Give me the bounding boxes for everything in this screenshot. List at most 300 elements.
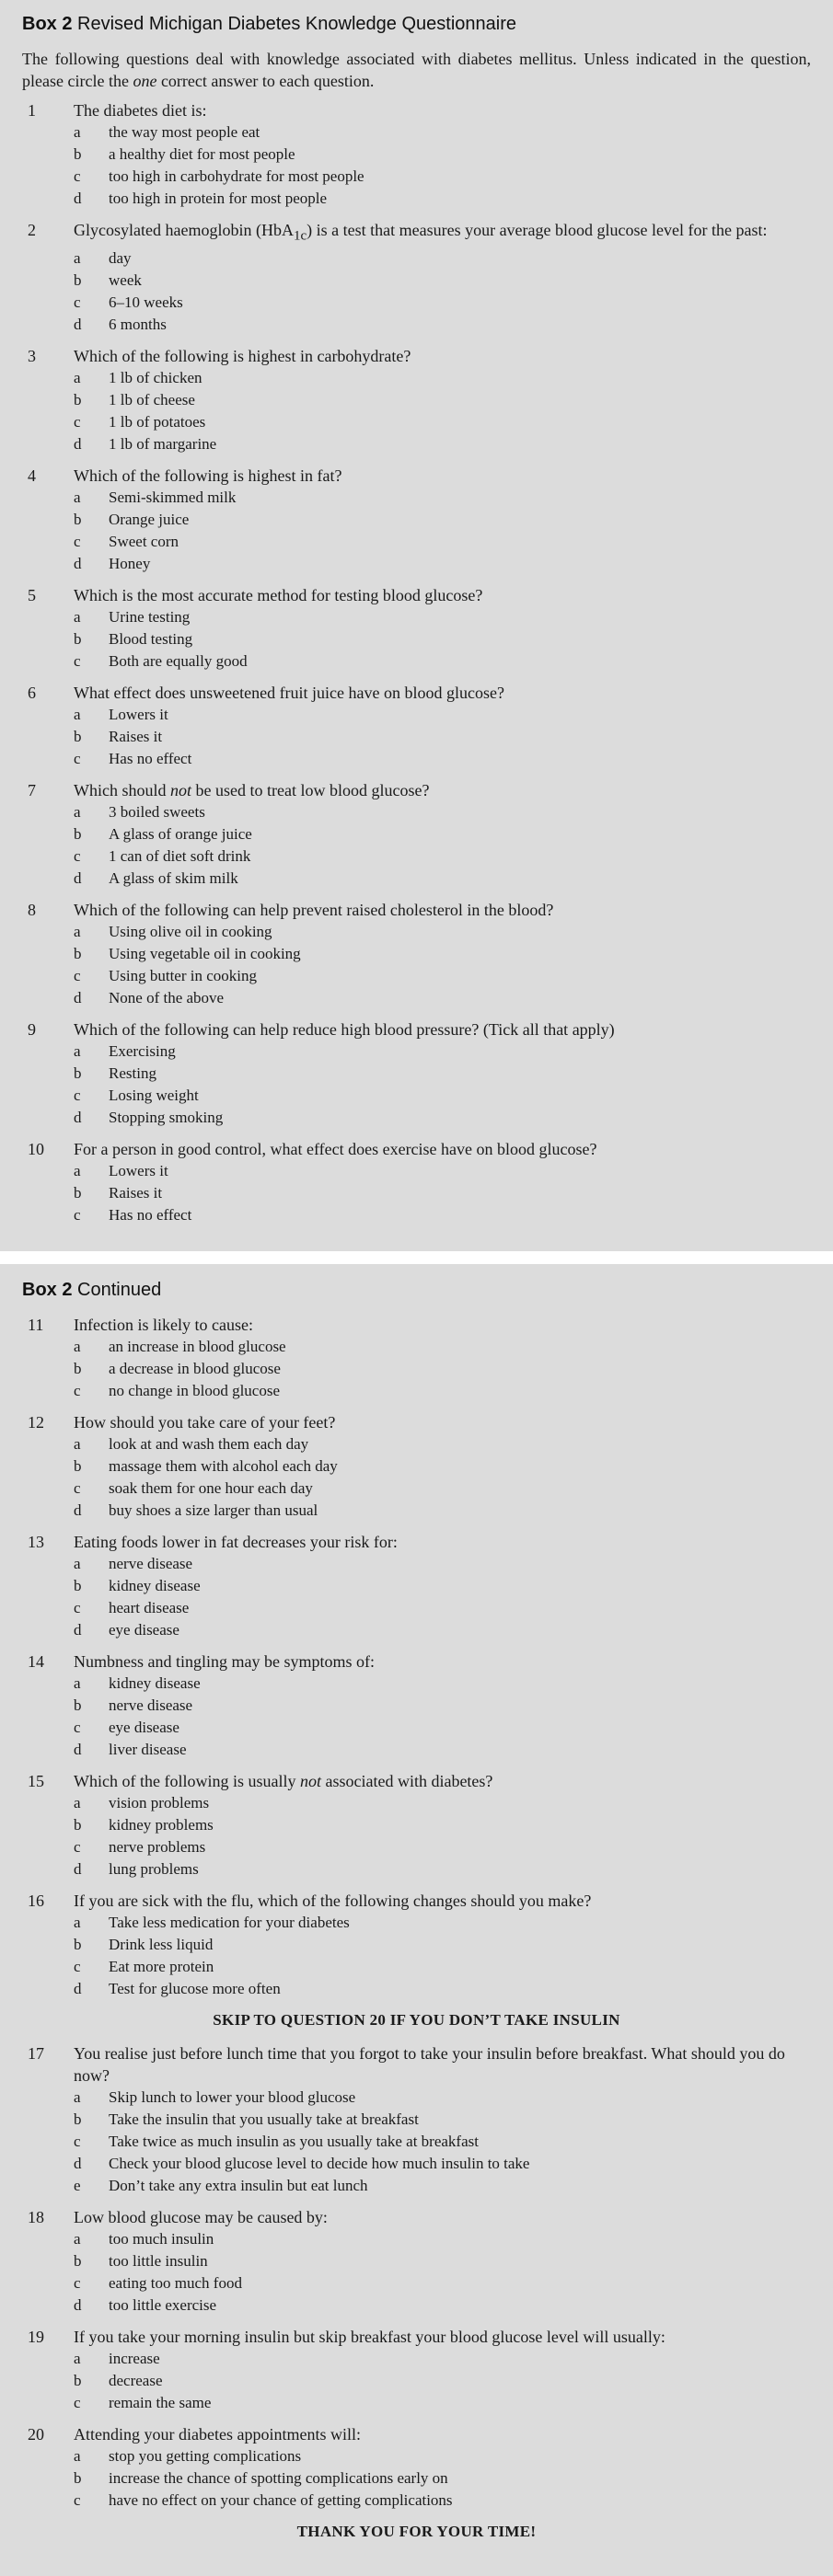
answer-option-c — [22, 2131, 811, 2153]
option-text: Using butter in cooking — [109, 966, 258, 984]
answer-option-d — [22, 1858, 811, 1880]
question-text: Which of the following can help reduce high blood pressure? (Tick all that apply) — [74, 1019, 615, 1039]
question-header — [22, 1138, 811, 1160]
option-letter: d — [74, 1741, 82, 1758]
answer-option-b — [22, 2109, 811, 2131]
question-12 — [22, 1411, 811, 1522]
option-text: heart disease — [109, 1599, 190, 1616]
option-text: Using olive oil in cooking — [109, 922, 272, 940]
answer-option-d — [22, 188, 811, 210]
question-number: 4 — [28, 466, 36, 485]
option-letter: c — [74, 293, 81, 311]
option-text: None of the above — [109, 988, 225, 1006]
option-text: soak them for one hour each day — [109, 1479, 313, 1497]
question-header — [22, 2042, 811, 2087]
answer-option-a — [22, 1433, 811, 1455]
option-text: eating too much food — [109, 2274, 242, 2292]
answer-option-b — [22, 2467, 811, 2490]
option-text: kidney disease — [109, 1577, 201, 1594]
option-letter: c — [74, 1205, 81, 1224]
option-letter: b — [74, 2372, 82, 2389]
answer-option-d — [22, 868, 811, 890]
option-letter: d — [74, 988, 82, 1006]
option-letter: c — [74, 651, 81, 670]
option-text: Honey — [109, 554, 151, 572]
question-5 — [22, 584, 811, 673]
option-letter: c — [74, 2274, 81, 2292]
question-header — [22, 219, 811, 247]
box-title — [22, 11, 811, 37]
option-text: remain the same — [109, 2394, 212, 2411]
option-text: eye disease — [109, 1719, 179, 1736]
option-letter: c — [74, 167, 81, 185]
option-text: Orange juice — [109, 510, 190, 528]
box-title-text: Revised Michigan Diabetes Knowledge Questionnaire — [77, 14, 516, 34]
answer-option-a — [22, 1336, 811, 1358]
question-text-part: be used to treat low blood glucose? — [191, 780, 430, 799]
option-text: increase the chance of spotting complications early on — [109, 2469, 448, 2487]
question-number: 7 — [28, 780, 36, 799]
option-text: decrease — [109, 2372, 163, 2389]
option-letter: a — [74, 1041, 81, 1060]
option-letter: a — [74, 607, 81, 626]
answer-option-a — [22, 606, 811, 628]
option-text: Raises it — [109, 1183, 163, 1202]
answer-option-c — [22, 650, 811, 673]
question-number: 18 — [28, 2208, 44, 2226]
question-number: 11 — [28, 1316, 44, 1334]
answer-option-a — [22, 1912, 811, 1934]
option-letter: a — [74, 2447, 81, 2465]
question-header — [22, 1770, 811, 1792]
option-text: Losing weight — [109, 1086, 199, 1104]
answer-option-c — [22, 748, 811, 770]
answer-options — [22, 2228, 811, 2317]
answer-option-d — [22, 1739, 811, 1761]
answer-option-b — [22, 1575, 811, 1597]
option-letter: b — [74, 1816, 82, 1834]
answer-option-d — [22, 987, 811, 1009]
option-text: too little insulin — [109, 2252, 208, 2270]
question-1 — [22, 99, 811, 210]
question-text: How should you take care of your feet? — [74, 1413, 336, 1432]
question-6 — [22, 682, 811, 770]
question-text: Infection is likely to cause: — [74, 1316, 253, 1334]
option-letter: c — [74, 2394, 81, 2411]
answer-option-d — [22, 1107, 811, 1129]
question-header — [22, 1018, 811, 1041]
option-text: Has no effect — [109, 1205, 192, 1224]
answer-option-b — [22, 823, 811, 845]
option-letter: e — [74, 2177, 81, 2194]
question-text: If you take your morning insulin but skip breakfast your blood glucose level will usually: — [74, 2328, 665, 2346]
option-text: 3 boiled sweets — [109, 802, 205, 821]
answer-option-d — [22, 2153, 811, 2175]
question-header — [22, 1650, 811, 1673]
answer-option-c — [22, 1956, 811, 1978]
option-text: liver disease — [109, 1741, 187, 1758]
option-letter: a — [74, 123, 81, 141]
option-letter: b — [74, 1064, 82, 1082]
answer-option-c — [22, 2272, 811, 2294]
option-text: eye disease — [109, 1621, 179, 1639]
answer-options — [22, 606, 811, 673]
answer-option-d — [22, 2294, 811, 2317]
option-text: Sweet corn — [109, 532, 179, 550]
option-letter: b — [74, 270, 82, 289]
question-number: 20 — [28, 2425, 44, 2444]
answer-option-a — [22, 921, 811, 943]
question-header — [22, 1314, 811, 1336]
question-15 — [22, 1770, 811, 1880]
answer-option-b — [22, 2370, 811, 2392]
option-text: 1 lb of potatoes — [109, 412, 206, 431]
option-letter: b — [74, 1936, 82, 1953]
box-title-text: Continued — [77, 1280, 162, 1300]
question-header — [22, 345, 811, 367]
option-letter: d — [74, 1108, 82, 1126]
option-letter: d — [74, 1501, 82, 1519]
question-text: If you are sick with the flu, which of the following changes should you make? — [74, 1892, 592, 1910]
question-number: 3 — [28, 346, 36, 365]
instructions — [22, 48, 811, 92]
question-header — [22, 1531, 811, 1553]
answer-option-b — [22, 726, 811, 748]
answer-options — [22, 1041, 811, 1129]
question-header — [22, 465, 811, 487]
option-letter: b — [74, 390, 82, 408]
answer-option-c — [22, 411, 811, 433]
option-letter: c — [74, 1838, 81, 1856]
option-text: kidney problems — [109, 1816, 214, 1834]
question-number: 6 — [28, 683, 36, 702]
question-header — [22, 1411, 811, 1433]
answer-option-a — [22, 1792, 811, 1814]
answer-option-b — [22, 1063, 811, 1085]
answer-option-a — [22, 1160, 811, 1182]
option-text: 6 months — [109, 315, 167, 333]
thank-you-note: THANK YOU FOR YOUR TIME! — [296, 2523, 537, 2540]
option-text: have no effect on your chance of getting complications — [109, 2491, 453, 2509]
option-text: Resting — [109, 1064, 156, 1082]
question-text-part: Which should — [74, 780, 170, 799]
option-text: Urine testing — [109, 607, 191, 626]
option-letter: c — [74, 1382, 81, 1399]
option-letter: c — [74, 532, 81, 550]
option-letter: b — [74, 2110, 82, 2128]
instructions-text-1: The following questions deal with knowledge associated with diabetes mellitus. Unless indicated in the question, please circle the — [22, 50, 811, 90]
option-letter: a — [74, 2350, 81, 2367]
question-14 — [22, 1650, 811, 1761]
answer-option-a — [22, 801, 811, 823]
option-text: Has no effect — [109, 749, 192, 767]
option-letter: a — [74, 368, 81, 386]
answer-options — [22, 1553, 811, 1641]
option-letter: a — [74, 1338, 81, 1355]
question-number: 19 — [28, 2328, 44, 2346]
answer-option-a — [22, 2087, 811, 2109]
option-letter: b — [74, 944, 82, 962]
option-letter: b — [74, 1457, 82, 1475]
answer-options — [22, 1336, 811, 1402]
option-text: kidney disease — [109, 1674, 201, 1692]
option-text: an increase in blood glucose — [109, 1338, 286, 1355]
instructions-text-2: correct answer to each question. — [156, 72, 375, 90]
question-text: Which of the following can help prevent raised cholesterol in the blood? — [74, 900, 554, 919]
option-text: Blood testing — [109, 629, 193, 648]
option-text: Lowers it — [109, 1161, 168, 1179]
answer-options — [22, 921, 811, 1009]
option-text: vision problems — [109, 1794, 210, 1811]
skip-instruction: SKIP TO QUESTION 20 IF YOU DON’T TAKE INSULIN — [213, 2011, 620, 2029]
option-text: no change in blood glucose — [109, 1382, 281, 1399]
option-letter: c — [74, 966, 81, 984]
question-text: Which is the most accurate method for testing blood glucose? — [74, 585, 483, 604]
answer-option-a — [22, 2445, 811, 2467]
option-text: Check your blood glucose level to decide how much insulin to take — [109, 2155, 530, 2172]
option-letter: b — [74, 2469, 82, 2487]
option-letter: d — [74, 1621, 82, 1639]
option-letter: d — [74, 434, 82, 453]
answer-option-c — [22, 1204, 811, 1226]
answer-option-c — [22, 292, 811, 314]
subscript: 1c — [293, 228, 307, 244]
question-number: 1 — [28, 101, 36, 120]
option-text: week — [109, 270, 142, 289]
question-header — [22, 99, 811, 121]
option-text: nerve disease — [109, 1555, 193, 1572]
option-text: 1 lb of chicken — [109, 368, 202, 386]
question-number: 10 — [28, 1139, 44, 1158]
emphasis: not — [170, 780, 192, 799]
option-letter: d — [74, 1980, 82, 1997]
option-text: Eat more protein — [109, 1958, 214, 1975]
answer-option-d — [22, 314, 811, 336]
question-18 — [22, 2206, 811, 2317]
option-letter: c — [74, 846, 81, 865]
question-number: 16 — [28, 1892, 44, 1910]
option-text: A glass of skim milk — [109, 868, 238, 887]
answer-option-c — [22, 1478, 811, 1500]
option-text: 1 lb of cheese — [109, 390, 195, 408]
question-header — [22, 2326, 811, 2348]
option-letter: d — [74, 2155, 82, 2172]
option-text: nerve disease — [109, 1696, 193, 1714]
option-text: a healthy diet for most people — [109, 145, 295, 163]
answer-option-c — [22, 2490, 811, 2512]
option-letter: b — [74, 727, 82, 745]
question-text: The diabetes diet is: — [74, 101, 207, 120]
answer-option-d — [22, 1619, 811, 1641]
question-header — [22, 1890, 811, 1912]
option-text: massage them with alcohol each day — [109, 1457, 338, 1475]
question-number: 8 — [28, 900, 36, 919]
answer-options — [22, 1792, 811, 1880]
question-17 — [22, 2042, 811, 2197]
question-list — [22, 1314, 811, 2000]
answer-option-b — [22, 1934, 811, 1956]
question-text-part: Glycosylated haemoglobin (HbA — [74, 221, 294, 239]
answer-option-b — [22, 1814, 811, 1836]
answer-options — [22, 2087, 811, 2197]
option-letter: c — [74, 2133, 81, 2150]
answer-option-b — [22, 1182, 811, 1204]
option-letter: d — [74, 190, 82, 207]
question-text: Attending your diabetes appointments will: — [74, 2425, 361, 2444]
answer-option-a — [22, 1553, 811, 1575]
answer-option-a — [22, 487, 811, 509]
option-text: Drink less liquid — [109, 1936, 214, 1953]
question-number: 2 — [28, 221, 36, 239]
option-text: Both are equally good — [109, 651, 248, 670]
option-letter: a — [74, 2230, 81, 2248]
answer-option-c — [22, 531, 811, 553]
option-letter: a — [74, 2088, 81, 2106]
option-text: too high in carbohydrate for most people — [109, 167, 364, 185]
question-8 — [22, 899, 811, 1009]
question-header — [22, 779, 811, 801]
answer-option-c — [22, 1085, 811, 1107]
answer-option-d — [22, 553, 811, 575]
option-text: Raises it — [109, 727, 163, 745]
question-number: 15 — [28, 1772, 44, 1790]
question-list — [22, 99, 811, 1226]
option-letter: a — [74, 1914, 81, 1931]
answer-options — [22, 367, 811, 455]
answer-options — [22, 801, 811, 890]
option-text: Skip lunch to lower your blood glucose — [109, 2088, 356, 2106]
question-number: 14 — [28, 1652, 44, 1671]
answer-option-a — [22, 367, 811, 389]
answer-option-c — [22, 845, 811, 868]
option-letter: b — [74, 629, 82, 648]
option-text: too much insulin — [109, 2230, 214, 2248]
option-letter: a — [74, 802, 81, 821]
option-text: look at and wash them each day — [109, 1435, 309, 1453]
question-20 — [22, 2423, 811, 2512]
question-header — [22, 899, 811, 921]
question-header — [22, 682, 811, 704]
answer-options — [22, 487, 811, 575]
option-letter: b — [74, 1360, 82, 1377]
answer-option-c — [22, 166, 811, 188]
question-10 — [22, 1138, 811, 1226]
answer-options — [22, 2445, 811, 2512]
option-letter: a — [74, 1555, 81, 1572]
answer-option-a — [22, 121, 811, 144]
option-text: 1 lb of margarine — [109, 434, 217, 453]
answer-option-a — [22, 247, 811, 270]
question-7 — [22, 779, 811, 890]
option-letter: c — [74, 1719, 81, 1736]
option-text: Using vegetable oil in cooking — [109, 944, 301, 962]
answer-options — [22, 1673, 811, 1761]
question-header — [22, 584, 811, 606]
answer-option-c — [22, 1717, 811, 1739]
question-text — [74, 219, 811, 247]
option-text: increase — [109, 2350, 160, 2367]
answer-option-a — [22, 1673, 811, 1695]
answer-option-b — [22, 144, 811, 166]
option-letter: a — [74, 1161, 81, 1179]
question-3 — [22, 345, 811, 455]
option-letter: d — [74, 2296, 82, 2314]
question-9 — [22, 1018, 811, 1129]
option-text: Take the insulin that you usually take at breakfast — [109, 2110, 419, 2128]
answer-option-c — [22, 1597, 811, 1619]
option-letter: a — [74, 1794, 81, 1811]
option-letter: a — [74, 922, 81, 940]
option-letter: c — [74, 1479, 81, 1497]
option-text: Stopping smoking — [109, 1108, 224, 1126]
option-text: Semi-skimmed milk — [109, 488, 237, 506]
option-letter: b — [74, 824, 82, 843]
answer-option-c — [22, 965, 811, 987]
answer-option-c — [22, 2392, 811, 2414]
answer-option-d — [22, 433, 811, 455]
option-text: Lowers it — [109, 705, 168, 723]
question-number: 12 — [28, 1413, 44, 1432]
question-text: Low blood glucose may be caused by: — [74, 2208, 328, 2226]
box-title-continued — [22, 1277, 811, 1303]
option-letter: c — [74, 1086, 81, 1104]
question-text-part: Which of the following is usually — [74, 1772, 300, 1790]
option-letter: c — [74, 1958, 81, 1975]
option-letter: b — [74, 2252, 82, 2270]
answer-option-c — [22, 1380, 811, 1402]
answer-options — [22, 2348, 811, 2414]
option-text: stop you getting complications — [109, 2447, 302, 2465]
instructions-emphasis: one — [133, 72, 157, 90]
answer-option-b — [22, 943, 811, 965]
option-text: Take less medication for your diabetes — [109, 1914, 350, 1931]
answer-option-b — [22, 270, 811, 292]
option-text: 1 can of diet soft drink — [109, 846, 251, 865]
question-text: For a person in good control, what effect does exercise have on blood glucose? — [74, 1139, 597, 1158]
answer-option-b — [22, 1455, 811, 1478]
question-16 — [22, 1890, 811, 2000]
question-number: 13 — [28, 1533, 44, 1551]
question-header — [22, 2206, 811, 2228]
answer-option-d — [22, 1500, 811, 1522]
answer-option-c — [22, 1836, 811, 1858]
answer-options — [22, 1912, 811, 2000]
option-letter: b — [74, 1183, 82, 1202]
option-text: A glass of orange juice — [109, 824, 252, 843]
question-text: Which of the following is highest in fat? — [74, 466, 342, 485]
option-letter: d — [74, 1860, 82, 1878]
option-text: the way most people eat — [109, 123, 260, 141]
question-19 — [22, 2326, 811, 2414]
answer-option-a — [22, 2348, 811, 2370]
question-text: You realise just before lunch time that you forgot to take your insulin before breakfast. What should you do now? — [74, 2044, 785, 2085]
question-2 — [22, 219, 811, 336]
question-number: 9 — [28, 1019, 36, 1039]
box-label: Box 2 — [22, 14, 73, 34]
option-text: buy shoes a size larger than usual — [109, 1501, 318, 1519]
option-letter: b — [74, 145, 82, 163]
answer-option-b — [22, 509, 811, 531]
answer-option-a — [22, 704, 811, 726]
option-letter: d — [74, 315, 82, 333]
question-4 — [22, 465, 811, 575]
answer-option-b — [22, 2250, 811, 2272]
option-letter: c — [74, 2491, 81, 2509]
option-letter: c — [74, 749, 81, 767]
question-header — [22, 2423, 811, 2445]
emphasis: not — [299, 1772, 321, 1790]
option-letter: d — [74, 554, 82, 572]
